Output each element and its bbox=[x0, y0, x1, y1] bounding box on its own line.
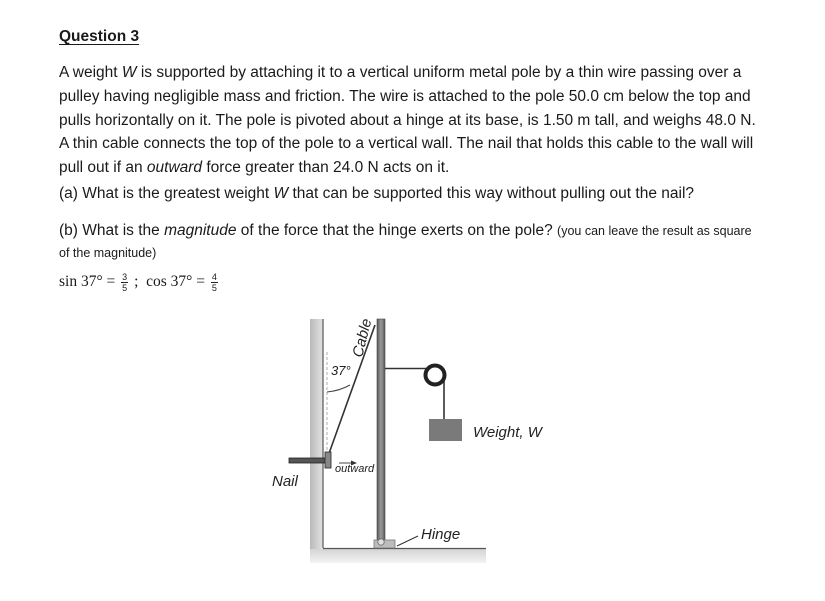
nail-shaft bbox=[289, 458, 327, 463]
cos-label: cos 37° bbox=[146, 273, 193, 291]
wall bbox=[310, 319, 323, 559]
separator: ; bbox=[134, 273, 139, 291]
cable-label: Cable bbox=[349, 316, 376, 359]
weight-label: Weight, W bbox=[473, 424, 542, 441]
floor bbox=[310, 549, 486, 563]
weight-block bbox=[429, 419, 462, 441]
sin-label: sin 37° bbox=[59, 273, 103, 291]
part-a-text: that can be supported this way without pulling out the nail? bbox=[288, 185, 695, 202]
outward-label: outward bbox=[335, 463, 375, 475]
part-b-text: of the force that the hinge exerts on the pole? bbox=[236, 222, 558, 239]
part-b-text: (b) What is the bbox=[59, 222, 165, 239]
pulley bbox=[426, 366, 445, 385]
part-b-note: (you can leave the result as square of the magnitude) bbox=[59, 224, 752, 260]
sin-denominator: 5 bbox=[122, 283, 128, 293]
statement-part: W bbox=[121, 64, 137, 81]
equals-sign: = bbox=[106, 273, 116, 291]
pole bbox=[377, 319, 385, 542]
nail-label: Nail bbox=[272, 473, 298, 490]
angle-label: 37° bbox=[331, 363, 351, 378]
part-a-text: (a) What is the greatest weight bbox=[59, 185, 274, 202]
angle-arc bbox=[327, 385, 350, 392]
sin-numerator: 3 bbox=[122, 272, 128, 282]
cos-denominator: 5 bbox=[211, 283, 217, 293]
statement-part: is supported by attaching it to a vertical uniform metal pole by a thin wire passing over a pulley having negligible mass and friction. The wire is attached to the pole 50.0 cm below the top and pulls horizontally on it. The pole is pivoted about a hinge at its base, is 1.50 m tall, and weighs 48.0 N. A thin cable connects the top of the pole to a vertical wall. The nail that holds this cable to the wall will pull out if an bbox=[59, 64, 756, 177]
question-title: Question 3 bbox=[59, 28, 140, 45]
statement-part: A weight bbox=[59, 64, 122, 81]
nail-head bbox=[325, 452, 331, 468]
equals-sign: = bbox=[196, 273, 205, 291]
hinge-pin bbox=[378, 539, 384, 545]
hinge-pointer bbox=[397, 536, 418, 546]
part-a-text: W bbox=[273, 185, 289, 202]
hinge-label: Hinge bbox=[421, 526, 461, 543]
statement-part: outward bbox=[146, 159, 203, 177]
statement-part: force greater than 24.0 N acts on it. bbox=[202, 159, 450, 177]
cos-numerator: 4 bbox=[211, 272, 217, 282]
part-b-text: magnitude bbox=[164, 222, 237, 239]
